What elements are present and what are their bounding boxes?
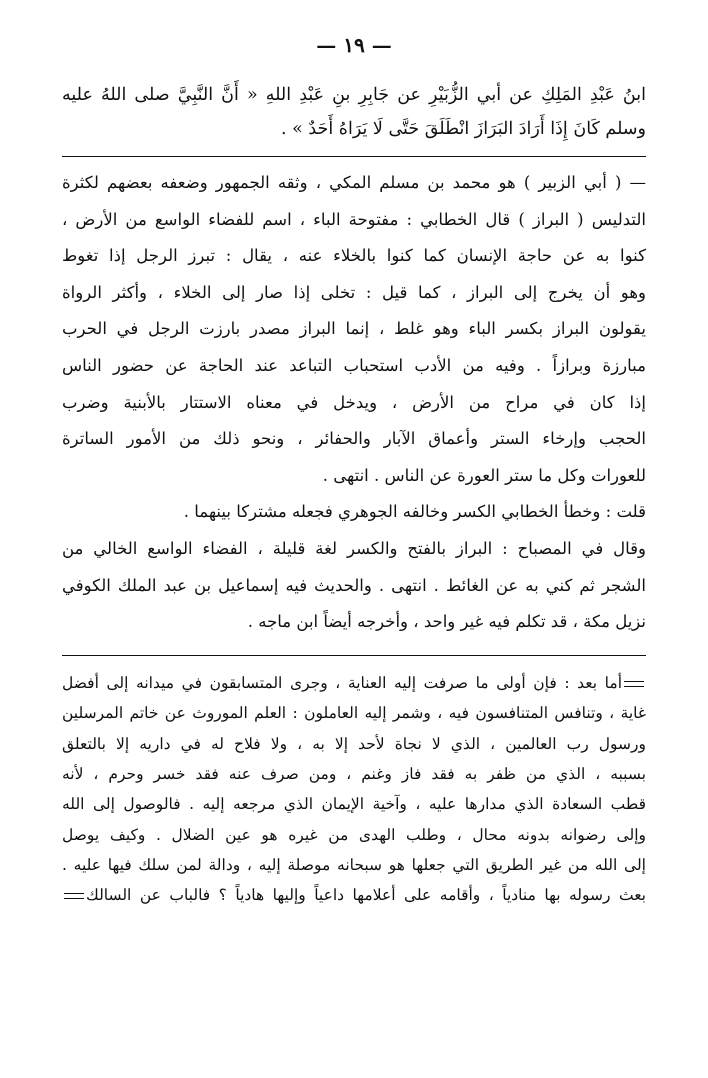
commentary-line: وهو أن يخرج إلى البراز ، كما قيل : تخلى إذا صار إلى الخلاء ، وأكثر الرواة bbox=[62, 282, 646, 302]
double-dash-mark bbox=[64, 893, 84, 899]
preface-line: ورسول رب العالمين ، الذي لا نجاة لأحد إلا به ، ولا فلاح له في داريه إلا بالتعلق bbox=[62, 734, 646, 753]
double-dash-mark bbox=[624, 681, 644, 687]
page-number: — ١٩ — bbox=[316, 33, 392, 57]
commentary-line: نزيل مكة ، قد تكلم فيه غير واحد ، وأخرجه أيضاً ابن ماجه . bbox=[247, 612, 646, 632]
commentary-line: إذا كان في مراح من الأرض ، ويدخل في معناه الاستتار بالأبنية وضرب bbox=[62, 392, 646, 412]
preface-line-text: بعث رسوله بها منادياً ، وأقامه على أعلامها داعياً وإليها هادياً ؟ فالباب عن السالك bbox=[86, 886, 646, 905]
commentary-block bbox=[62, 165, 646, 641]
preface-line: غاية ، وتنافس المتنافسون فيه ، وشمر إليه العاملون : العلم الموروث عن خاتم المرسلين bbox=[62, 704, 646, 723]
commentary-line: مبارزة وبرازاً . وفيه من الأدب استحباب التباعد عند الحاجة عن حضور الناس bbox=[62, 355, 646, 375]
commentary-line: الشجر ثم كني به عن الغائط . انتهى . والحديث فيه إسماعيل بن عبد الملك الكوفي bbox=[62, 575, 646, 595]
hadith-text: ابنُ عَبْدِ المَلِكِ عن أبي الزُّبَيْرِ عن جَابِرِ بنِ عَبْدِ اللهِ « أَنَّ النَّبِيَّ صلى اللهُ عليه وسلم كَانَ إِذَا أَرَادَ البَرَازَ انْطَلَقَ حَتَّى لَا يَرَاهُ أَحَدٌ » . bbox=[62, 85, 646, 139]
preface-line: إلى الله من غير الطريق التي جعلها هو سبحانه موصلة إليه ، ودالة لمن سلك فيها عليه . bbox=[62, 856, 646, 875]
commentary-line: الحجب وإرخاء الستر وأعماق الآبار والحفائر ، ونحو ذلك من الأمور الساترة bbox=[62, 429, 646, 449]
commentary-line: للعورات وكل ما ستر العورة عن الناس . انتهى . bbox=[322, 465, 646, 485]
divider-bottom bbox=[62, 655, 646, 656]
commentary-line: وقال في المصباح : البراز بالفتح والكسر لغة قليلة ، الفضاء الواسع الخالي من bbox=[62, 538, 646, 558]
preface-block bbox=[62, 668, 646, 911]
commentary-line: قلت : وخطأ الخطابي الكسر وخالفه الجوهري فجعله مشتركا بينهما . bbox=[183, 502, 646, 522]
book-page bbox=[62, 28, 646, 911]
preface-line: بسببه ، الذي من ظفر به فقد فاز وغنم ، ومن صرف عنه فقد خسر وحرم ، لأنه bbox=[62, 764, 646, 783]
divider-top bbox=[62, 156, 646, 157]
preface-line bbox=[62, 880, 646, 910]
preface-line-text: أما بعد : فإن أولى ما صرفت إليه العناية ، وجرى المتسابقون في ميدانه إلى أفضل bbox=[62, 673, 622, 692]
commentary-line: يقولون البراز بكسر الباء وهو غلط ، إنما البراز مصدر بارزت الرجل في الحرب bbox=[62, 319, 646, 339]
preface-line bbox=[62, 668, 646, 698]
commentary-line: كنوا به عن حاجة الإنسان كما كنوا بالخلاء عنه ، يقال : تبرز الرجل إذا تغوط bbox=[62, 246, 646, 266]
commentary-line: التدليس ( البراز ) قال الخطابي : مفتوحة الباء ، اسم للفضاء الواسع من الأرض ، bbox=[62, 209, 646, 229]
preface-line: وإلى رضوانه بدونه محال ، وطلب الهدى من غيره هو عين الضلال . وكيف يوصل bbox=[62, 825, 646, 844]
commentary-line: — ( أبي الزبير ) هو محمد بن مسلم المكي ، وثقه الجمهور وضعفه بعضهم لكثرة bbox=[62, 173, 646, 192]
preface-line: قطب السعادة الذي مدارها عليه ، وآخية الإيمان الذي مرجعه إليه . فالوصول إلى الله bbox=[62, 795, 646, 814]
